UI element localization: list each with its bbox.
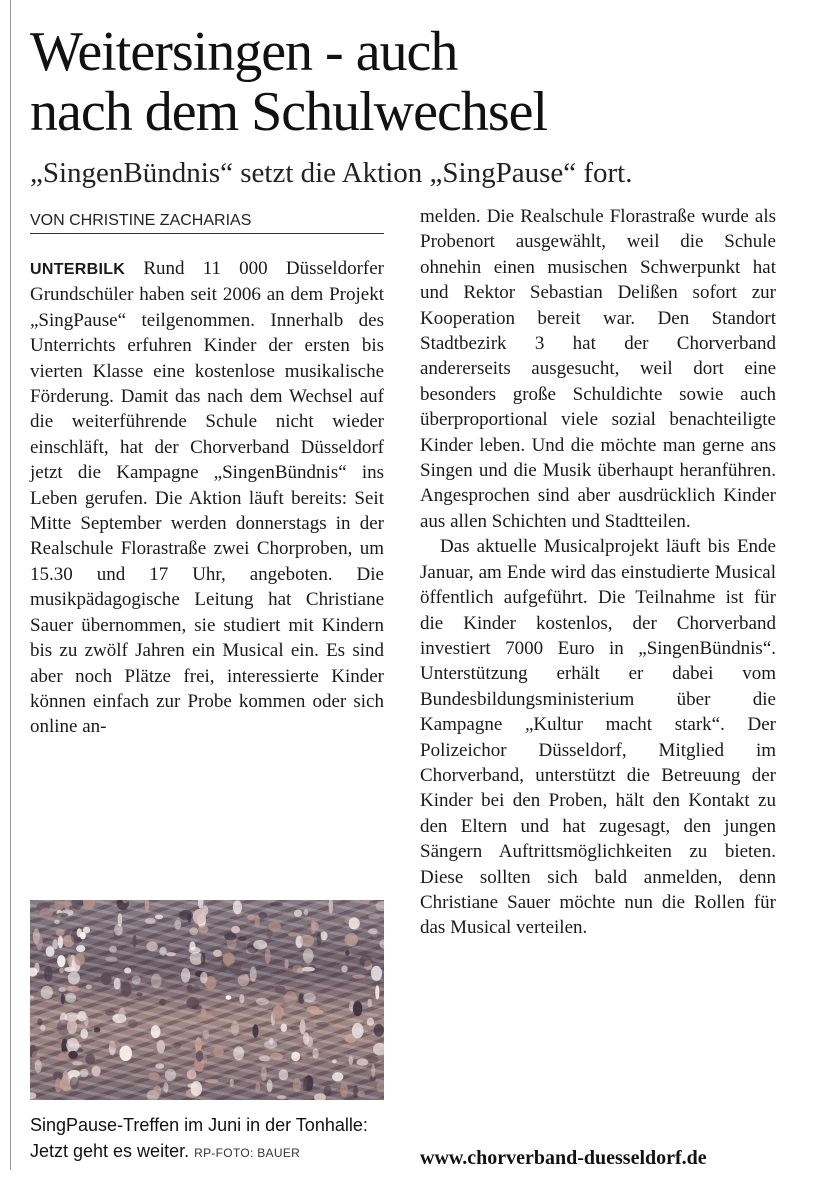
- byline: VON CHRISTINE ZACHARIAS: [30, 211, 384, 234]
- choir-photo: [30, 900, 384, 1100]
- headline-line-1: Weitersingen - auch: [30, 21, 458, 83]
- article-body-text: Rund 11 000 Düsseldorfer Grundschüler haben seit 2006 an dem Projekt „SingPause“ teilgenommen. Innerhalb des Unterrichts erfuhren Kinder der ersten bis vierten Klasse eine kostenlose musikalische Förderung. Damit das nach dem Wechsel auf die weiterführende Schule nicht wieder einschläft, hat der Chorverband Düsseldorf jetzt die Kampagne „SingenBündnis“ ins Leben gerufen. Die Aktion läuft bereits: Seit Mitte September werden donnerstags in der Realschule Florastraße zwei Chorproben, um 15.30 und 17 Uhr, angeboten. Die musikpädagogische Leitung hat Christiane Sauer übernommen, sie studiert mit Kindern bis zu zwölf Jahren ein Musical ein. Es sind aber noch Plätze frei, interessierte Kinder können einfach zur Probe kommen oder sich online an-: [30, 258, 384, 738]
- article-paragraph: Das aktuelle Musicalprojekt läuft bis Ende Januar, am Ende wird das einstudierte Musical öffentlich aufgeführt. Die Teilnahme ist für die Kinder kostenlos, der Chorverband investiert 7000 Euro in „SingenBündnis“. Unterstützung erhält er dabei vom Bundesbildungsministerium über die Kampagne „Kultur macht stark“. Der Polizeichor Düsseldorf, Mitglied im Chorverband, unterstützt die Betreuung der Kinder bei den Proben, hält den Kontakt zu den Eltern und hat zugesagt, den jungen Sängern Auftrittsmöglichkeiten zu bieten. Diese sollten sich bald anmelden, denn Christiane Sauer möchte nun die Rollen für das Musical verteilen.: [420, 536, 776, 939]
- dateline: UNTERBILK: [30, 261, 126, 278]
- article-paragraph: melden. Die Realschule Florastraße wurde als Probenort ausgewählt, weil die Schule ohnehin einen musischen Schwerpunkt hat und Rektor Sebastian Delißen sofort zur Kooperation bereit war. Den Standort Stadtbezirk 3 hat der Chorverband andererseits ausgesucht, weil dort eine besonders große Schuldichte sowie auch überproportional viele sozial benachteiligte Kinder leben. Und die möchte man gerne ans Singen und die Musik überhaupt heranführen. Angesprochen sind aber ausdrücklich Kinder aus allen Schichten und Stadtteilen.: [420, 206, 776, 532]
- caption-text: SingPause-Treffen im Juni in der Tonhalle: Jetzt geht es weiter.: [30, 1115, 368, 1161]
- article-paragraph: [30, 256, 384, 740]
- photo-caption: [30, 1112, 390, 1166]
- photo-credit: RP-FOTO: BAUER: [194, 1146, 301, 1160]
- article-column-1: [30, 256, 384, 740]
- crowd-image: [30, 900, 384, 1100]
- headline: [30, 22, 810, 142]
- column-rule: [10, 0, 11, 1170]
- article-column-2: [420, 204, 776, 941]
- subheadline: „SingenBündnis“ setzt die Aktion „SingPause“ fort.: [30, 157, 633, 189]
- headline-line-2: nach dem Schulwechsel: [30, 81, 548, 143]
- website-link[interactable]: www.chorverband-duesseldorf.de: [420, 1147, 707, 1169]
